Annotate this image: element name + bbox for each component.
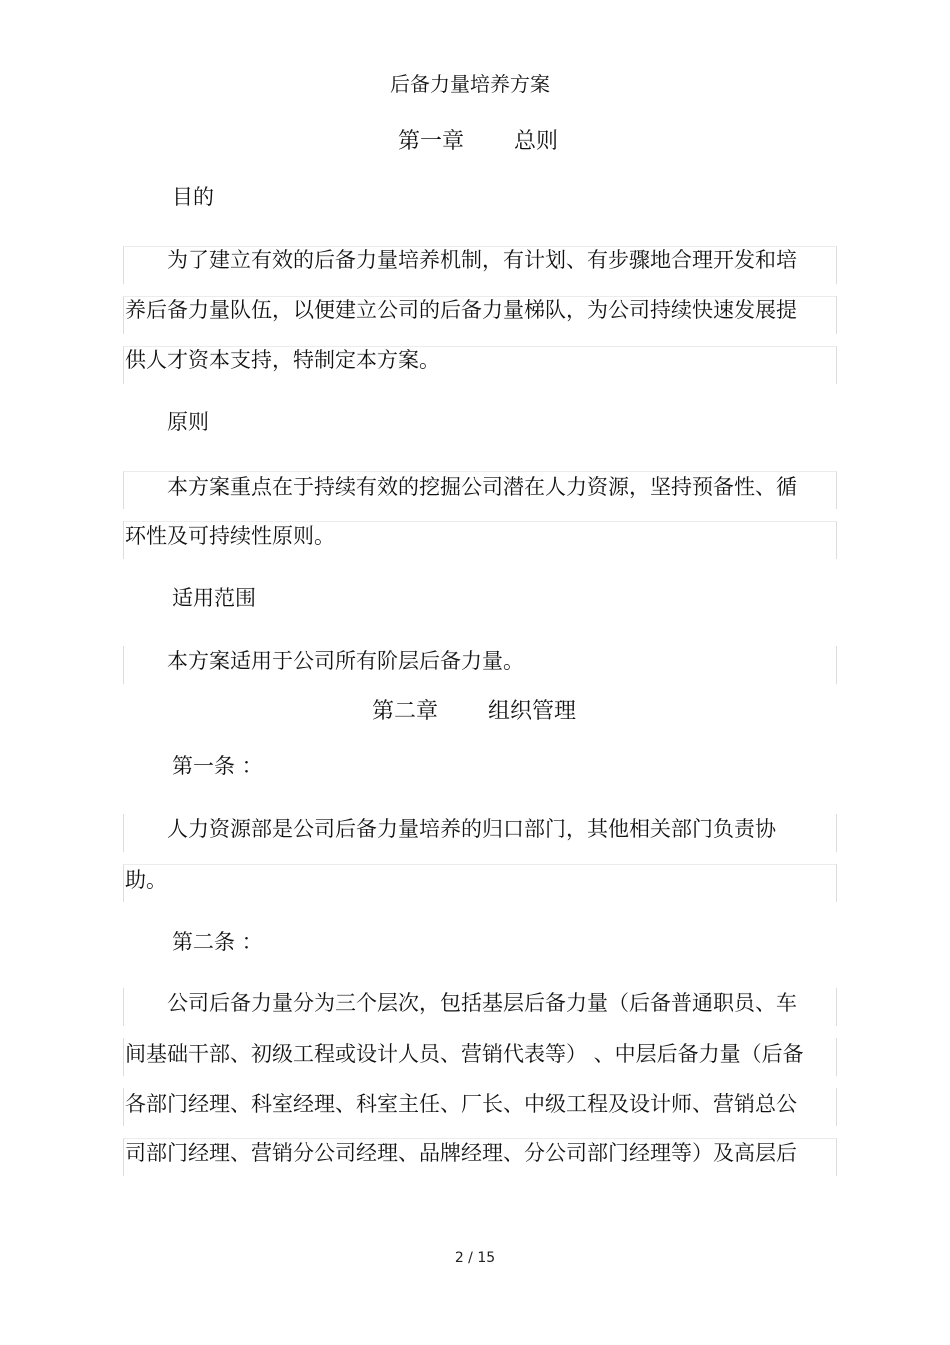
article-1-heading: 第一条 ：: [172, 754, 263, 778]
principle-line: 环性及可持续性原则。: [125, 524, 335, 548]
chapter-2-name: 组织管理: [488, 699, 577, 724]
text-frame: [123, 864, 837, 902]
article-1-line: 助。: [125, 868, 167, 892]
document-title: 后备力量培养方案: [390, 72, 550, 96]
article-2-line: 各部门经理、科室经理、科室主任、厂长、中级工程及设计师、营销总公: [125, 1092, 797, 1116]
scope-line: 本方案适用于公司所有阶层后备力量。: [167, 649, 524, 673]
purpose-line: 养后备力量队伍，以便建立公司的后备力量梯队，为公司持续快速发展提: [125, 298, 797, 322]
chapter-2-number: 第二章: [372, 699, 439, 724]
chapter-1-number: 第一章: [398, 129, 465, 154]
chapter-1-name: 总则: [514, 129, 559, 154]
article-2-line: 司部门经理、营销分公司经理、品牌经理、分公司部门经理等）及高层后: [125, 1141, 797, 1165]
article-2-line: 间基础干部、初级工程或设计人员、营销代表等） 、中层后备力量（后备: [125, 1042, 804, 1066]
principle-line: 本方案重点在于持续有效的挖掘公司潜在人力资源，坚持预备性、循: [167, 475, 797, 499]
purpose-line: 为了建立有效的后备力量培养机制，有计划、有步骤地合理开发和培: [167, 248, 797, 272]
principle-heading: 原则: [167, 410, 209, 434]
page-number: 2 / 15: [454, 1250, 496, 1266]
purpose-line: 供人才资本支持，特制定本方案。: [125, 348, 440, 372]
purpose-heading: 目的: [172, 185, 214, 209]
article-2-line: 公司后备力量分为三个层次，包括基层后备力量（后备普通职员、车: [167, 991, 797, 1015]
scope-heading: 适用范围: [172, 586, 256, 610]
article-2-heading: 第二条 ：: [172, 930, 263, 954]
article-1-line: 人力资源部是公司后备力量培养的归口部门，其他相关部门负责协: [167, 817, 776, 841]
